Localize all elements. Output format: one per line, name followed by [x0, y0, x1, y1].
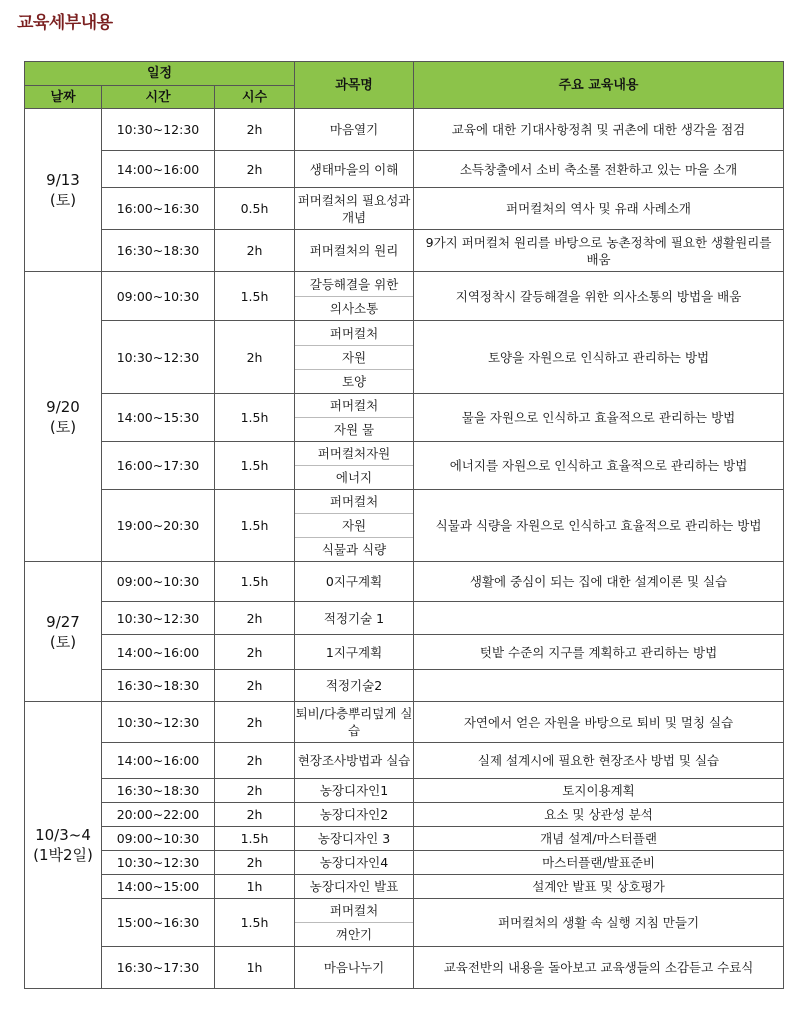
table-row: [25, 670, 784, 702]
subject-line: 퇴비/다층뿌리덮게 실습: [295, 706, 413, 738]
subject-line: 현장조사방법과 실습: [297, 753, 411, 768]
content-cell: 퍼머컬처의 생활 속 실행 지침 만들기: [414, 899, 784, 947]
subject-cell: [295, 321, 414, 394]
subject-cell: [295, 109, 414, 151]
subject-line: 에너지: [295, 465, 413, 489]
subject-line: 의사소통: [295, 296, 413, 320]
hours-cell: 1h: [215, 947, 295, 989]
time-cell: 10:30~12:30: [102, 602, 215, 635]
date-value: 9/20: [46, 397, 80, 416]
hours-cell: 2h: [215, 151, 295, 188]
subject-cell: [295, 779, 414, 803]
content-cell: 교육전반의 내용을 돌아보고 교육생들의 소감듣고 수료식: [414, 947, 784, 989]
date-value: 10/3~4: [35, 826, 91, 844]
hours-cell: 2h: [215, 635, 295, 670]
date-cell: [25, 702, 102, 989]
subject-cell: [295, 803, 414, 827]
date-cell: [25, 562, 102, 702]
subject-cell: [295, 635, 414, 670]
subject-cell: [295, 947, 414, 989]
content-cell: 물을 자원으로 인식하고 효율적으로 관리하는 방법: [414, 394, 784, 442]
table-row: [25, 702, 784, 743]
time-cell: 14:00~16:00: [102, 635, 215, 670]
subject-line: 자원 물: [295, 417, 413, 441]
hours-cell: 2h: [215, 602, 295, 635]
content-cell: 식물과 식량을 자원으로 인식하고 효율적으로 관리하는 방법: [414, 490, 784, 562]
subject-cell: [295, 151, 414, 188]
day-value: (토): [49, 191, 77, 209]
table-row: [25, 230, 784, 272]
table-row: [25, 947, 784, 989]
subject-cell: [295, 827, 414, 851]
header-hours: 시수: [215, 86, 295, 109]
subject-line: 퍼머컬처의 필요성과 개념: [297, 192, 411, 225]
hours-cell: 2h: [215, 851, 295, 875]
hours-cell: 2h: [215, 779, 295, 803]
content-cell: 마스터플랜/발표준비: [414, 851, 784, 875]
subject-cell: [295, 602, 414, 635]
content-cell: 지역정착시 갈등해결을 위한 의사소통의 방법을 배움: [414, 272, 784, 321]
table-row: [25, 635, 784, 670]
content-cell: [414, 670, 784, 702]
time-cell: 16:30~18:30: [102, 670, 215, 702]
subject-line: 농장디자인1: [319, 783, 389, 798]
time-cell: 20:00~22:00: [102, 803, 215, 827]
hours-cell: 1.5h: [215, 394, 295, 442]
time-cell: 16:30~18:30: [102, 230, 215, 272]
subject-cell: [295, 394, 414, 442]
hours-cell: 2h: [215, 230, 295, 272]
subject-cell: [295, 702, 414, 743]
subject-line: 0지구계획: [325, 574, 383, 589]
content-cell: 실제 설계시에 필요한 현장조사 방법 및 실습: [414, 743, 784, 779]
header-date: 날짜: [25, 86, 102, 109]
subject-line: 토양: [295, 369, 413, 393]
subject-cell: [295, 230, 414, 272]
subject-line: 농장디자인 발표: [309, 879, 399, 894]
day-value: (토): [49, 632, 77, 651]
subject-line: 퍼머컬처: [329, 325, 379, 341]
content-cell: 소득창출에서 소비 축소롤 전환하고 있는 마을 소개: [414, 151, 784, 188]
table-row: [25, 875, 784, 899]
subject-cell: [295, 442, 414, 490]
subject-line: 껴안기: [295, 922, 413, 946]
content-cell: [414, 602, 784, 635]
content-cell: 개념 설계/마스터플랜: [414, 827, 784, 851]
subject-cell: [295, 875, 414, 899]
table-row: [25, 779, 784, 803]
subject-line: 퍼머컬처자원: [317, 446, 391, 461]
time-cell: 19:00~20:30: [102, 490, 215, 562]
subject-line: 식물과 식량: [295, 537, 413, 561]
hours-cell: 1.5h: [215, 442, 295, 490]
subject-line: 자원: [295, 345, 413, 369]
subject-cell: [295, 670, 414, 702]
time-cell: 10:30~12:30: [102, 702, 215, 743]
table-row: [25, 602, 784, 635]
hours-cell: 2h: [215, 109, 295, 151]
table-row: [25, 321, 784, 394]
subject-line: 갈등해결을 위한: [309, 276, 399, 292]
table-row: [25, 151, 784, 188]
subject-line: 마음나누기: [323, 960, 385, 975]
date-value: 9/13: [46, 171, 80, 189]
content-cell: 9가지 퍼머컬처 원리를 바탕으로 농촌정착에 필요한 생활원리를 배움: [414, 230, 784, 272]
time-cell: 14:00~15:00: [102, 875, 215, 899]
time-cell: 10:30~12:30: [102, 109, 215, 151]
time-cell: 14:00~16:00: [102, 743, 215, 779]
table-row: [25, 109, 784, 151]
content-cell: 요소 및 상관성 분석: [414, 803, 784, 827]
time-cell: 16:30~18:30: [102, 779, 215, 803]
date-cell: [25, 109, 102, 272]
day-value: (토): [49, 417, 77, 436]
table-row: [25, 899, 784, 947]
table-row: [25, 827, 784, 851]
content-cell: 에너지를 자원으로 인식하고 효율적으로 관리하는 방법: [414, 442, 784, 490]
table-row: [25, 743, 784, 779]
subject-line: 적정기술2: [325, 678, 383, 693]
subject-cell: [295, 272, 414, 321]
hours-cell: 1.5h: [215, 562, 295, 602]
content-cell: 설계안 발표 및 상호평가: [414, 875, 784, 899]
subject-line: 생태마을의 이해: [309, 161, 399, 177]
table-row: [25, 272, 784, 321]
hours-cell: 1h: [215, 875, 295, 899]
header-time: 시간: [102, 86, 215, 109]
content-cell: 토양을 자원으로 인식하고 관리하는 방법: [414, 321, 784, 394]
table-row: [25, 442, 784, 490]
subject-line: 퍼머컬처: [329, 903, 379, 918]
schedule-table: [24, 61, 784, 989]
day-value: (1박2일): [33, 846, 93, 864]
header-content: 주요 교육내용: [414, 62, 784, 109]
subject-cell: [295, 743, 414, 779]
time-cell: 16:00~16:30: [102, 188, 215, 230]
time-cell: 16:30~17:30: [102, 947, 215, 989]
time-cell: 09:00~10:30: [102, 272, 215, 321]
table-row: [25, 851, 784, 875]
table-row: [25, 490, 784, 562]
hours-cell: 2h: [215, 803, 295, 827]
hours-cell: 1.5h: [215, 899, 295, 947]
time-cell: 15:00~16:30: [102, 899, 215, 947]
hours-cell: 1.5h: [215, 827, 295, 851]
content-cell: 교육에 대한 기대사항정취 및 귀촌에 대한 생각을 점검: [414, 109, 784, 151]
time-cell: 16:00~17:30: [102, 442, 215, 490]
header-subject: 과목명: [295, 62, 414, 109]
subject-line: 적정기술 1: [323, 610, 385, 626]
table-row: [25, 188, 784, 230]
time-cell: 09:00~10:30: [102, 827, 215, 851]
content-cell: 텃밭 수준의 지구를 계획하고 관리하는 방법: [414, 635, 784, 670]
subject-cell: [295, 490, 414, 562]
subject-cell: [295, 188, 414, 230]
table-row: [25, 803, 784, 827]
hours-cell: 2h: [215, 702, 295, 743]
time-cell: 10:30~12:30: [102, 851, 215, 875]
time-cell: 14:00~15:30: [102, 394, 215, 442]
subject-line: 1지구계획: [325, 644, 383, 660]
hours-cell: 1.5h: [215, 272, 295, 321]
content-cell: 토지이용계획: [414, 779, 784, 803]
subject-line: 퍼머컬처: [329, 398, 379, 413]
subject-line: 농장디자인 3: [317, 831, 391, 846]
time-cell: 14:00~16:00: [102, 151, 215, 188]
table-row: [25, 394, 784, 442]
time-cell: 10:30~12:30: [102, 321, 215, 394]
subject-line: 자원: [295, 513, 413, 537]
content-cell: 퍼머컬처의 역사 및 유래 사례소개: [414, 188, 784, 230]
date-cell: [25, 272, 102, 562]
header-schedule: 일정: [25, 62, 295, 86]
subject-cell: [295, 562, 414, 602]
subject-cell: [295, 899, 414, 947]
table-row: [25, 562, 784, 602]
subject-line: 마음열기: [329, 122, 379, 137]
subject-line: 퍼머컬처: [329, 494, 379, 509]
subject-line: 농장디자인2: [319, 807, 389, 822]
hours-cell: 0.5h: [215, 188, 295, 230]
subject-cell: [295, 851, 414, 875]
subject-line: 농장디자인4: [319, 855, 389, 870]
hours-cell: 2h: [215, 670, 295, 702]
content-cell: 자연에서 얻은 자원을 바탕으로 퇴비 및 멀칭 실습: [414, 702, 784, 743]
content-cell: 생활에 중심이 되는 집에 대한 설계이론 및 실습: [414, 562, 784, 602]
time-cell: 09:00~10:30: [102, 562, 215, 602]
hours-cell: 2h: [215, 743, 295, 779]
hours-cell: 2h: [215, 321, 295, 394]
hours-cell: 1.5h: [215, 490, 295, 562]
date-value: 9/27: [46, 612, 80, 631]
subject-line: 퍼머컬처의 원리: [309, 243, 399, 258]
page-title: 교육세부내용: [17, 13, 113, 33]
